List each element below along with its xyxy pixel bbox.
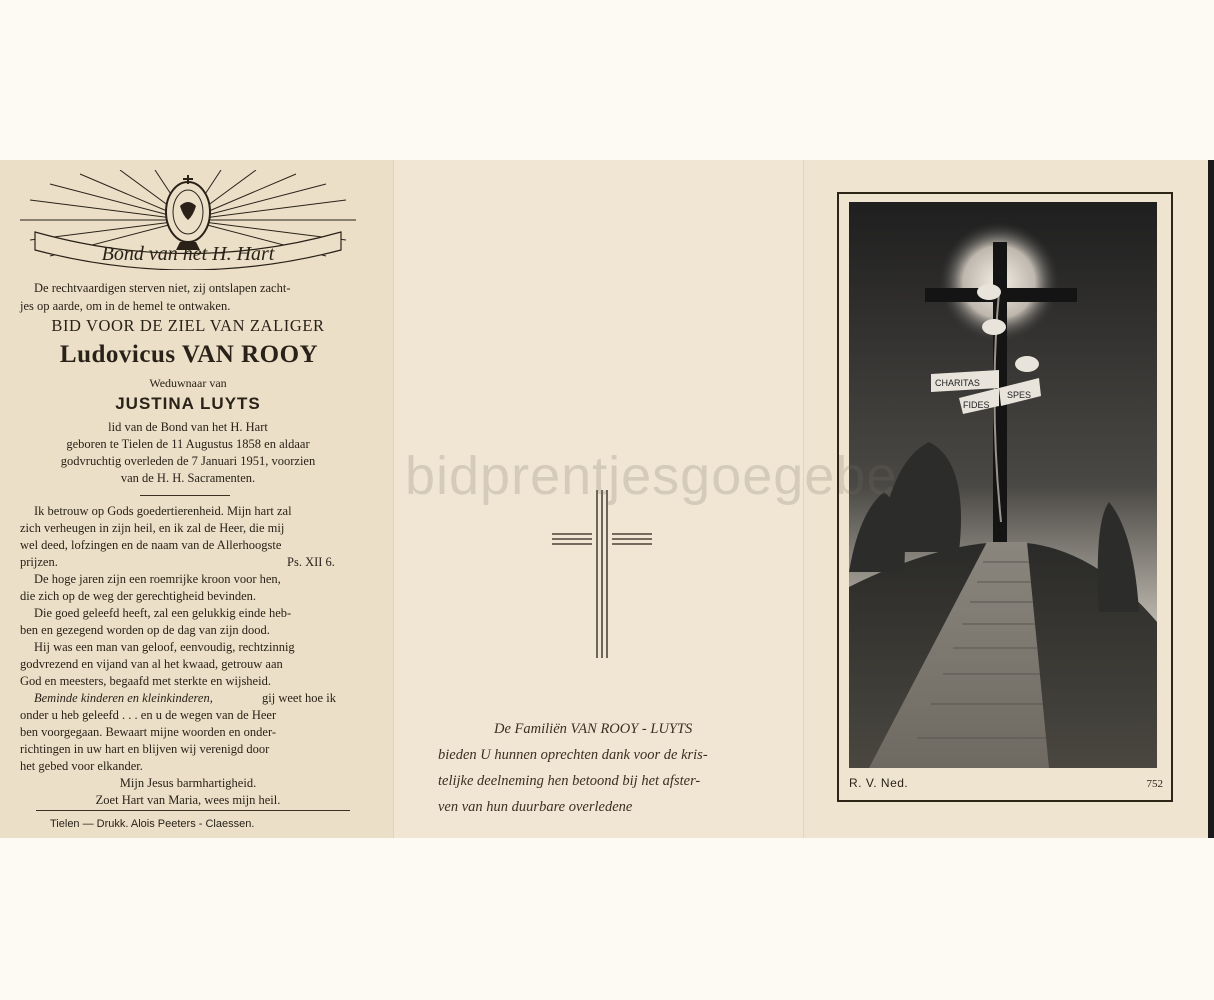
verse-line: gij weet hoe ik	[262, 691, 336, 705]
prayer-line: Zoet Hart van Maria, wees mijn heil.	[95, 793, 281, 807]
verse-line: Die goed geleefd heeft, zal een gelukkig einde heb-	[34, 606, 292, 620]
bid-heading: BID VOOR DE ZIEL VAN ZALIGER	[51, 316, 325, 335]
verse-line: prijzen.	[20, 555, 58, 569]
verse-line: Hij was een man van geloof, eenvoudig, rechtzinnig	[34, 640, 295, 654]
verse-line: richtingen in uw hart en blijven wij verenigd door	[20, 742, 270, 756]
verse-line: onder u heb geleefd . . . en u de wegen van de Heer	[20, 708, 277, 722]
banner-charitas: CHARITAS	[935, 378, 980, 388]
thanks-line-3: telijke deelneming hen betoond bij het afster-	[438, 773, 701, 789]
bio-line-1: lid van de Bond van het H. Hart	[108, 420, 268, 434]
divider	[140, 495, 230, 496]
verse-line: God en meesters, begaafd met sterkte en wijsheid.	[20, 674, 271, 688]
verse-line: godvrezend en vijand van al het kwaad, getrouw aan	[20, 657, 283, 671]
bio-line-4: van de H. H. Sacramenten.	[120, 471, 256, 485]
card-number: 752	[1146, 778, 1163, 790]
publisher-label: R. V. Ned.	[849, 776, 909, 790]
thanks-line-1: De Familiën VAN ROOY - LUYTS	[494, 721, 693, 737]
thanks-line-4: ven van hun duurbare overledene	[438, 799, 633, 815]
verse-line: het gebed voor elkander.	[20, 759, 143, 773]
verse-line: zich verheugen in zijn heil, en ik zal de Heer, die mij	[20, 521, 285, 535]
footer-rule	[36, 810, 350, 811]
page-edge	[1208, 160, 1214, 838]
deceased-name: Ludovicus VAN ROOY	[59, 341, 319, 368]
bio-line-2: geboren te Tielen de 11 Augustus 1858 en aldaar	[66, 437, 310, 451]
emblem-text: Bond van het H. Hart	[101, 243, 275, 265]
verse-line: ben en gezegend worden op de dag van zijn dood.	[20, 623, 270, 637]
banner-spes: SPES	[1007, 390, 1032, 400]
psalm-reference: Ps. XII 6.	[287, 555, 335, 569]
bio-line-3: godvruchtig overleden de 7 Januari 1951, voorzien	[60, 454, 316, 468]
widower-label: Weduwnaar van	[149, 376, 227, 390]
sacred-heart-monstrance-icon	[20, 170, 356, 270]
printer-line: Tielen — Drukk. Alois Peeters - Claessen.	[50, 818, 255, 830]
verse-line: die zich op de weg der gerechtigheid bevinden.	[20, 589, 257, 603]
verse-line: Ik betrouw op Gods goedertierenheid. Mijn hart zal	[34, 504, 292, 518]
banner-fides: FIDES	[963, 400, 990, 410]
intro-line-2: jes op aarde, om in de hemel te ontwaken.	[20, 299, 231, 313]
cross-icon	[552, 490, 652, 658]
thanks-line-2: bieden U hunnen oprechten dank voor de kris-	[438, 747, 708, 763]
prayer-line: Mijn Jesus barmhartigheid.	[119, 776, 257, 790]
verse-line: ben voorgegaan. Bewaart mijne woorden en onder-	[20, 725, 277, 739]
intro-line-1: De rechtvaardigen sterven niet, zij ontslapen zacht-	[34, 281, 291, 295]
verse-line: De hoge jaren zijn een roemrijke kroon voor hen,	[34, 572, 281, 586]
verse-line-italic: Beminde kinderen en kleinkinderen,	[34, 691, 213, 705]
spouse-name: JUSTINA LUYTS	[115, 394, 261, 413]
watermark: bidprentjesgoegebe	[405, 446, 898, 506]
left-panel	[0, 160, 393, 838]
thanks-text	[438, 716, 778, 820]
verse-line: wel deed, lofzingen en de naam van de Allerhoogste	[20, 538, 282, 552]
